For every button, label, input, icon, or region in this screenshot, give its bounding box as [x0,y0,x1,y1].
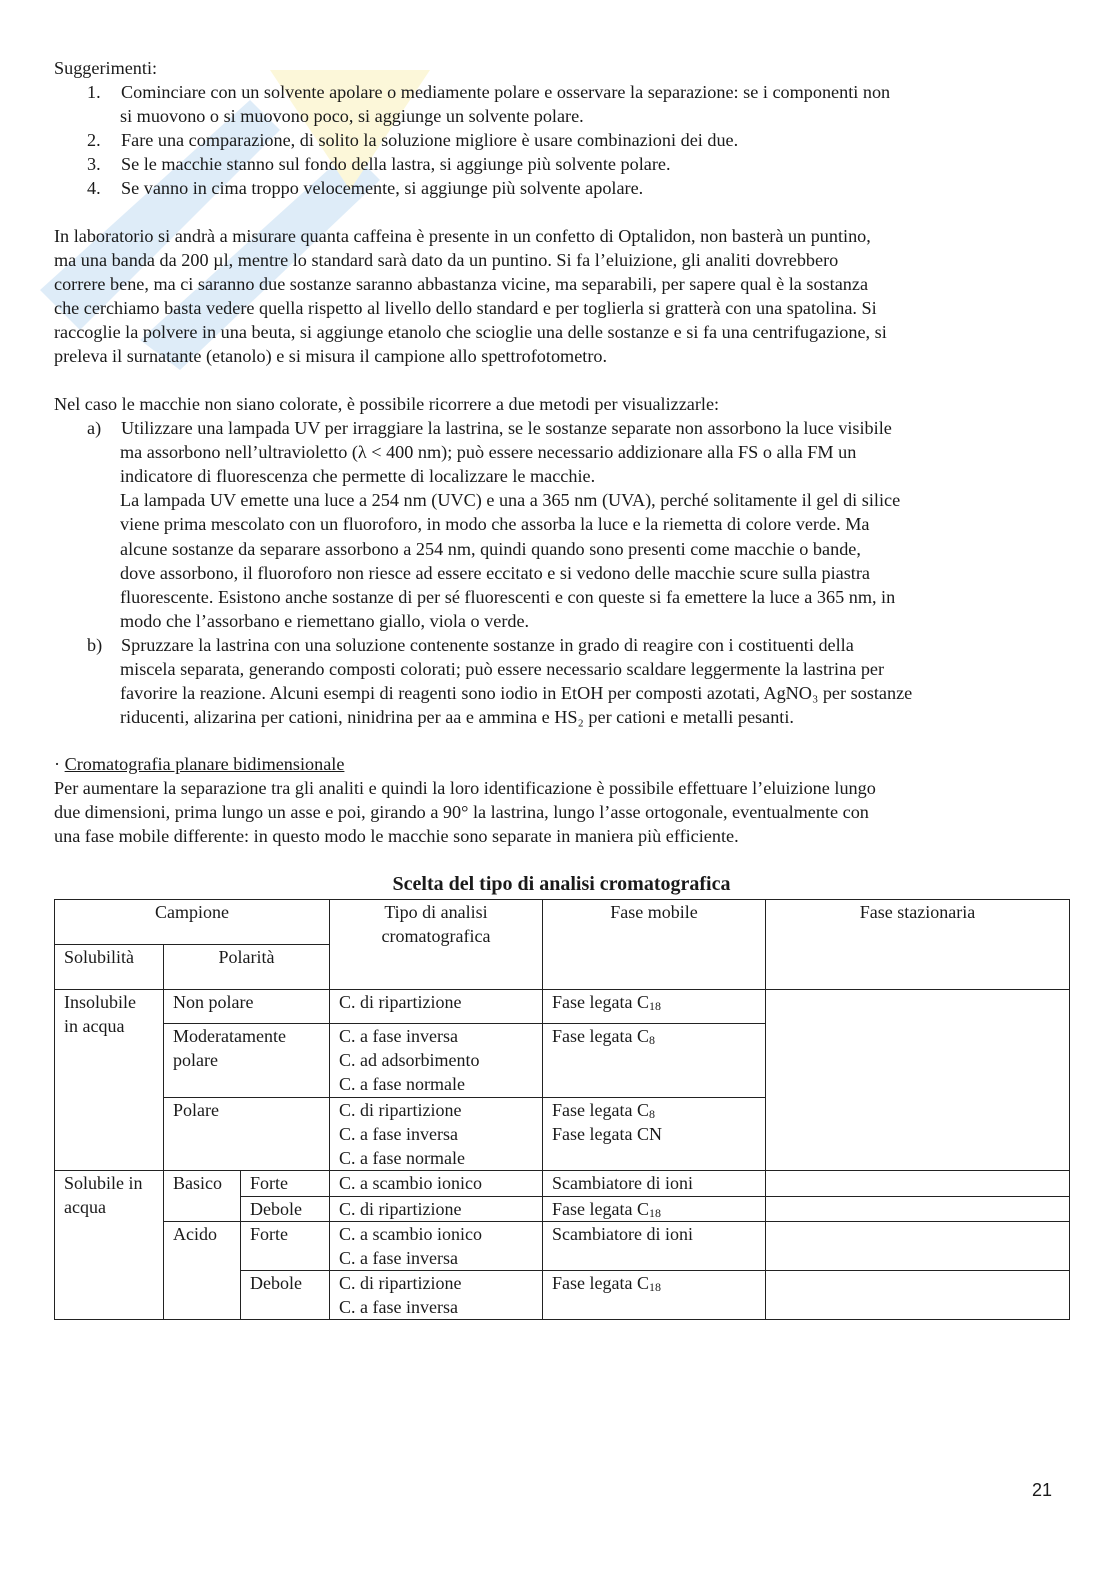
cell-insolubile: Insolubile in acqua [55,990,164,1171]
table-cell [766,1197,1070,1222]
list-number: 1. [87,82,101,103]
table-cell: Fase legata $C_{18}$ [543,1197,766,1222]
table-cell: Fase legata $C_8$ [543,1024,766,1098]
text-line: Fare una comparazione, di solito la soluzione migliore è usare combinazioni dei due. [121,130,739,151]
text-line: Debole [241,1197,330,1222]
text-line: In laboratorio si andrà a misurare quanta caffeina è presente in un confetto di Optalidon, non basterà un puntino, [54,226,871,246]
text-line: Se le macchie stanno sul fondo della lastra, si aggiunge più solvente polare. [121,154,671,175]
text-line: C. di ripartizione [330,990,543,1024]
suggestions-heading: Suggerimenti: [54,58,158,78]
text-line: favorire la reazione. Alcuni esempi di reagenti sono iodio in EtOH per composti azotati, AgNO₃ per sostanze [120,683,913,704]
text-line: a) [87,418,102,439]
text-line: ma una banda da 200 µl, mentre lo standard sarà dato da un puntino. Si fa l’eluizione, gli analiti dovrebbero [54,250,839,271]
table-cell [330,1222,543,1271]
text-line: C. a scambio ionico [339,1224,482,1244]
list-text: si muovono o si muovono poco, si aggiunge un solvente polare. [120,106,584,127]
table-cell: Fase legata $C_{18}$ [543,990,766,1024]
table-cell [330,1271,543,1320]
text-line: C. di ripartizione [330,1197,543,1222]
chromatography-table [54,899,1070,1320]
cell-solubile: Solubile in acqua [55,1171,164,1320]
table-cell [766,1271,1070,1320]
header-stazionaria: Fase stazionaria [766,900,1070,990]
suggestion-item [54,176,890,200]
text-line: dove assorbono, il fluoroforo non riesce ad essere eccitato e si vedono delle macchie scure sulla piastra [120,562,870,583]
text-line: C. a fase normale [339,1148,465,1168]
suggestion-item [54,80,890,128]
table-title: Scelta del tipo di analisi cromatografica [392,873,731,895]
header-tipo: Tipo di analisi cromatografica [330,900,543,990]
text-line: ma assorbono nell’ultravioletto (λ < 400 nm); può essere necessario addizionare alla FS o alla FM un [120,442,857,463]
text-line: Utilizzare una lampada UV per irraggiare la lastrina, se le sostanze separate non assorbono la luce visibile [121,418,892,439]
header-solubilita: Solubilità [55,945,164,990]
text-line: Spruzzare la lastrina con una soluzione contenente sostanze in grado di reagire con i costituenti della [121,634,854,655]
text-line: C. di ripartizione [339,1273,462,1293]
text-line: preleva il surnatante (etanolo) e si misura il campione allo spettrofotometro. [54,346,608,367]
text-line: Fase legata CN [552,1124,662,1144]
header-polarita: Polarità [164,945,330,990]
page-number: 21 [1032,1480,1053,1500]
cell-stazionaria-insolubile [766,990,1070,1171]
text-line: una fase mobile differente: in questo modo le macchie sono separate in maniera più efficiente. [54,826,739,847]
text-line: Scambiatore di ioni [543,1222,766,1271]
bidimensional-section [54,752,876,848]
text-line: miscela separata, generando composti colorati; può essere necessario scaldare leggermente la lastrina per [120,659,885,680]
text-line: Forte [241,1222,330,1271]
text-line: C. a fase inversa [339,1248,458,1268]
suggestions-section [54,56,890,201]
text-line: 3. [87,154,101,175]
text-line: Forte [241,1171,330,1197]
text-line: Moderatamente polare [164,1024,330,1098]
text-line: b) [87,634,103,655]
text-line: Non polare [164,990,330,1024]
text-line: che cerchiamo basta vedere quella rispetto al livello dello standard e per toglierla si gratterà con una spatolina. Si [54,298,877,319]
text-line: C. di ripartizione [339,1100,462,1120]
text-line: viene prima mescolato con un fluoroforo, in modo che assorba la luce e la riemetta di colore verde. Ma [120,514,870,535]
table-cell: Fase legata $C_{18}$ [543,1271,766,1320]
text-line: Scambiatore di ioni [543,1171,766,1197]
text-line: Se vanno in cima troppo velocemente, si aggiunge più solvente apolare. [121,178,644,199]
text-line: riducenti, alizarina per cationi, ninidrina per aa e ammina e HS₂ per cationi e metalli pesanti. [120,707,794,728]
text-line: due dimensioni, prima lungo un asse e poi, girando a 90° la lastrina, lungo l’asse ortogonale, eventualmente con [54,802,869,823]
text-line: C. a fase inversa [339,1297,458,1317]
text-line: C. a fase inversa [339,1124,458,1144]
header-campione: Campione [55,900,330,945]
visualize-intro: Nel caso le macchie non siano colorate, è possibile ricorrere a due metodi per visualizzarle: [54,394,720,414]
text-line: La lampada UV emette una luce a 254 nm (UVC) e una a 365 nm (UVA), perché solitamente il gel di silice [120,490,901,511]
section-heading: Cromatografia planare bidimensionale [64,754,345,774]
text-line: C. ad adsorbimento [339,1050,480,1070]
text-line: C. a fase normale [339,1074,465,1094]
table-cell [766,1222,1070,1271]
text-line: 4. [87,178,101,199]
table-cell: Fase legata $C_8$ Fase legata CN [543,1098,766,1171]
list-text: Cominciare con un solvente apolare o mediamente polare e osservare la separazione: se i componenti non [121,82,891,103]
table-cell [330,1098,543,1171]
text-line: modo che l’assorbano e riemettano giallo, viola o verde. [120,610,530,631]
header-mobile: Fase mobile [543,900,766,990]
text-line: · [54,754,61,774]
method-item-b [54,633,912,729]
text-line: correre bene, ma ci saranno due sostanze saranno abbastanza vicine, ma separabili, per sapere qual è la sostanza [54,274,869,295]
text-line: raccoglie la polvere in una beuta, si aggiunge etanolo che scioglie una delle sostanze e si fa una centrifugazione, si [54,322,887,343]
suggestion-item [54,128,890,152]
lab-paragraph [54,224,887,369]
text-line: indicatore di fluorescenza che permette di localizzare le macchie. [120,466,596,487]
text-line: Debole [241,1271,330,1320]
text-line: Acido [164,1222,241,1320]
table-cell [330,1024,543,1098]
method-item-a [54,416,912,633]
text-line: C. a scambio ionico [330,1171,543,1197]
table-cell [766,1171,1070,1197]
text-line: Polare [164,1098,330,1171]
text-line: 2. [87,130,101,151]
text-line: C. a fase inversa [339,1026,458,1046]
text-line: alcune sostanze da separare assorbono a 254 nm, quindi quando sono presenti come macchie o bande, [120,538,861,559]
suggestion-item [54,152,890,176]
visualize-section [54,392,912,729]
text-line: Basico [164,1171,241,1222]
text-line: Per aumentare la separazione tra gli analiti e quindi la loro identificazione è possibile effettuare l’eluizione lungo [54,778,876,799]
text-line: fluorescente. Esistono anche sostanze di per sé fluorescenti e con queste si fa emettere la luce a 365 nm, in [120,586,896,607]
